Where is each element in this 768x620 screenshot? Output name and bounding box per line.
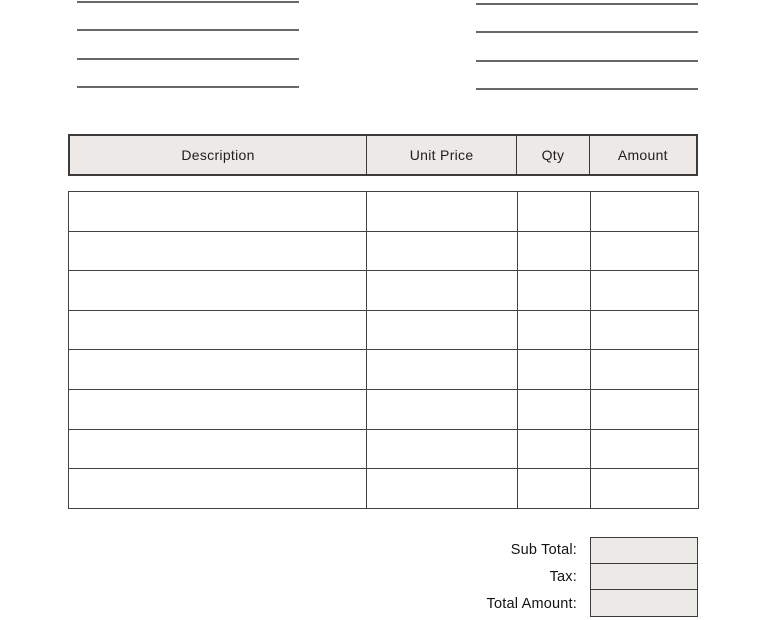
subtotal-label: Sub Total: — [510, 542, 577, 559]
table-row — [69, 271, 699, 311]
subtotal-value-box[interactable] — [590, 537, 698, 564]
table-row — [69, 310, 699, 350]
table-cell[interactable] — [591, 469, 699, 509]
table-cell[interactable] — [367, 389, 518, 429]
table-row — [69, 389, 699, 429]
items-table-header — [68, 134, 698, 176]
table-row — [69, 350, 699, 390]
subtotal-row — [400, 537, 698, 564]
fill-in-line[interactable] — [476, 60, 698, 62]
column-header-qty: Qty — [516, 136, 589, 174]
table-cell[interactable] — [69, 469, 367, 509]
table-cell[interactable] — [591, 429, 699, 469]
table-cell[interactable] — [518, 350, 591, 390]
table-cell[interactable] — [518, 389, 591, 429]
table-cell[interactable] — [69, 389, 367, 429]
fill-in-line[interactable] — [476, 88, 698, 90]
fill-in-line[interactable] — [77, 29, 299, 31]
items-table-body — [69, 192, 699, 509]
total-amount-value-box[interactable] — [590, 590, 698, 617]
table-cell[interactable] — [69, 429, 367, 469]
table-row — [69, 231, 699, 271]
left-fill-in-lines — [77, 1, 299, 88]
right-fill-in-lines — [476, 3, 698, 90]
table-cell[interactable] — [367, 231, 518, 271]
table-cell[interactable] — [591, 192, 699, 232]
fill-in-line[interactable] — [77, 86, 299, 88]
table-cell[interactable] — [367, 429, 518, 469]
table-cell[interactable] — [591, 231, 699, 271]
fill-in-line[interactable] — [77, 1, 299, 3]
table-cell[interactable] — [367, 271, 518, 311]
column-header-unit-price: Unit Price — [366, 136, 516, 174]
fill-in-line[interactable] — [77, 58, 299, 60]
tax-value-box[interactable] — [590, 564, 698, 591]
items-table — [68, 191, 699, 509]
table-cell[interactable] — [591, 389, 699, 429]
table-cell[interactable] — [518, 271, 591, 311]
table-cell[interactable] — [518, 310, 591, 350]
column-header-description: Description — [181, 147, 255, 163]
table-cell[interactable] — [591, 350, 699, 390]
table-row — [69, 192, 699, 232]
table-cell[interactable] — [367, 192, 518, 232]
table-row — [69, 469, 699, 509]
table-cell[interactable] — [518, 231, 591, 271]
table-cell[interactable] — [69, 231, 367, 271]
column-header-amount: Amount — [589, 136, 696, 174]
table-cell[interactable] — [367, 310, 518, 350]
table-cell[interactable] — [69, 350, 367, 390]
tax-label: Tax: — [549, 569, 577, 586]
table-cell[interactable] — [591, 271, 699, 311]
fill-in-line[interactable] — [476, 3, 698, 5]
totals-section — [400, 537, 698, 617]
table-cell[interactable] — [69, 310, 367, 350]
table-cell[interactable] — [69, 192, 367, 232]
tax-row — [400, 564, 698, 591]
table-cell[interactable] — [518, 429, 591, 469]
table-cell[interactable] — [367, 469, 518, 509]
fill-in-line[interactable] — [476, 31, 698, 33]
table-cell[interactable] — [518, 192, 591, 232]
table-cell[interactable] — [591, 310, 699, 350]
total-amount-label: Total Amount: — [486, 595, 577, 612]
table-cell[interactable] — [518, 469, 591, 509]
total-amount-row — [400, 590, 698, 617]
table-cell[interactable] — [69, 271, 367, 311]
table-cell[interactable] — [367, 350, 518, 390]
table-row — [69, 429, 699, 469]
